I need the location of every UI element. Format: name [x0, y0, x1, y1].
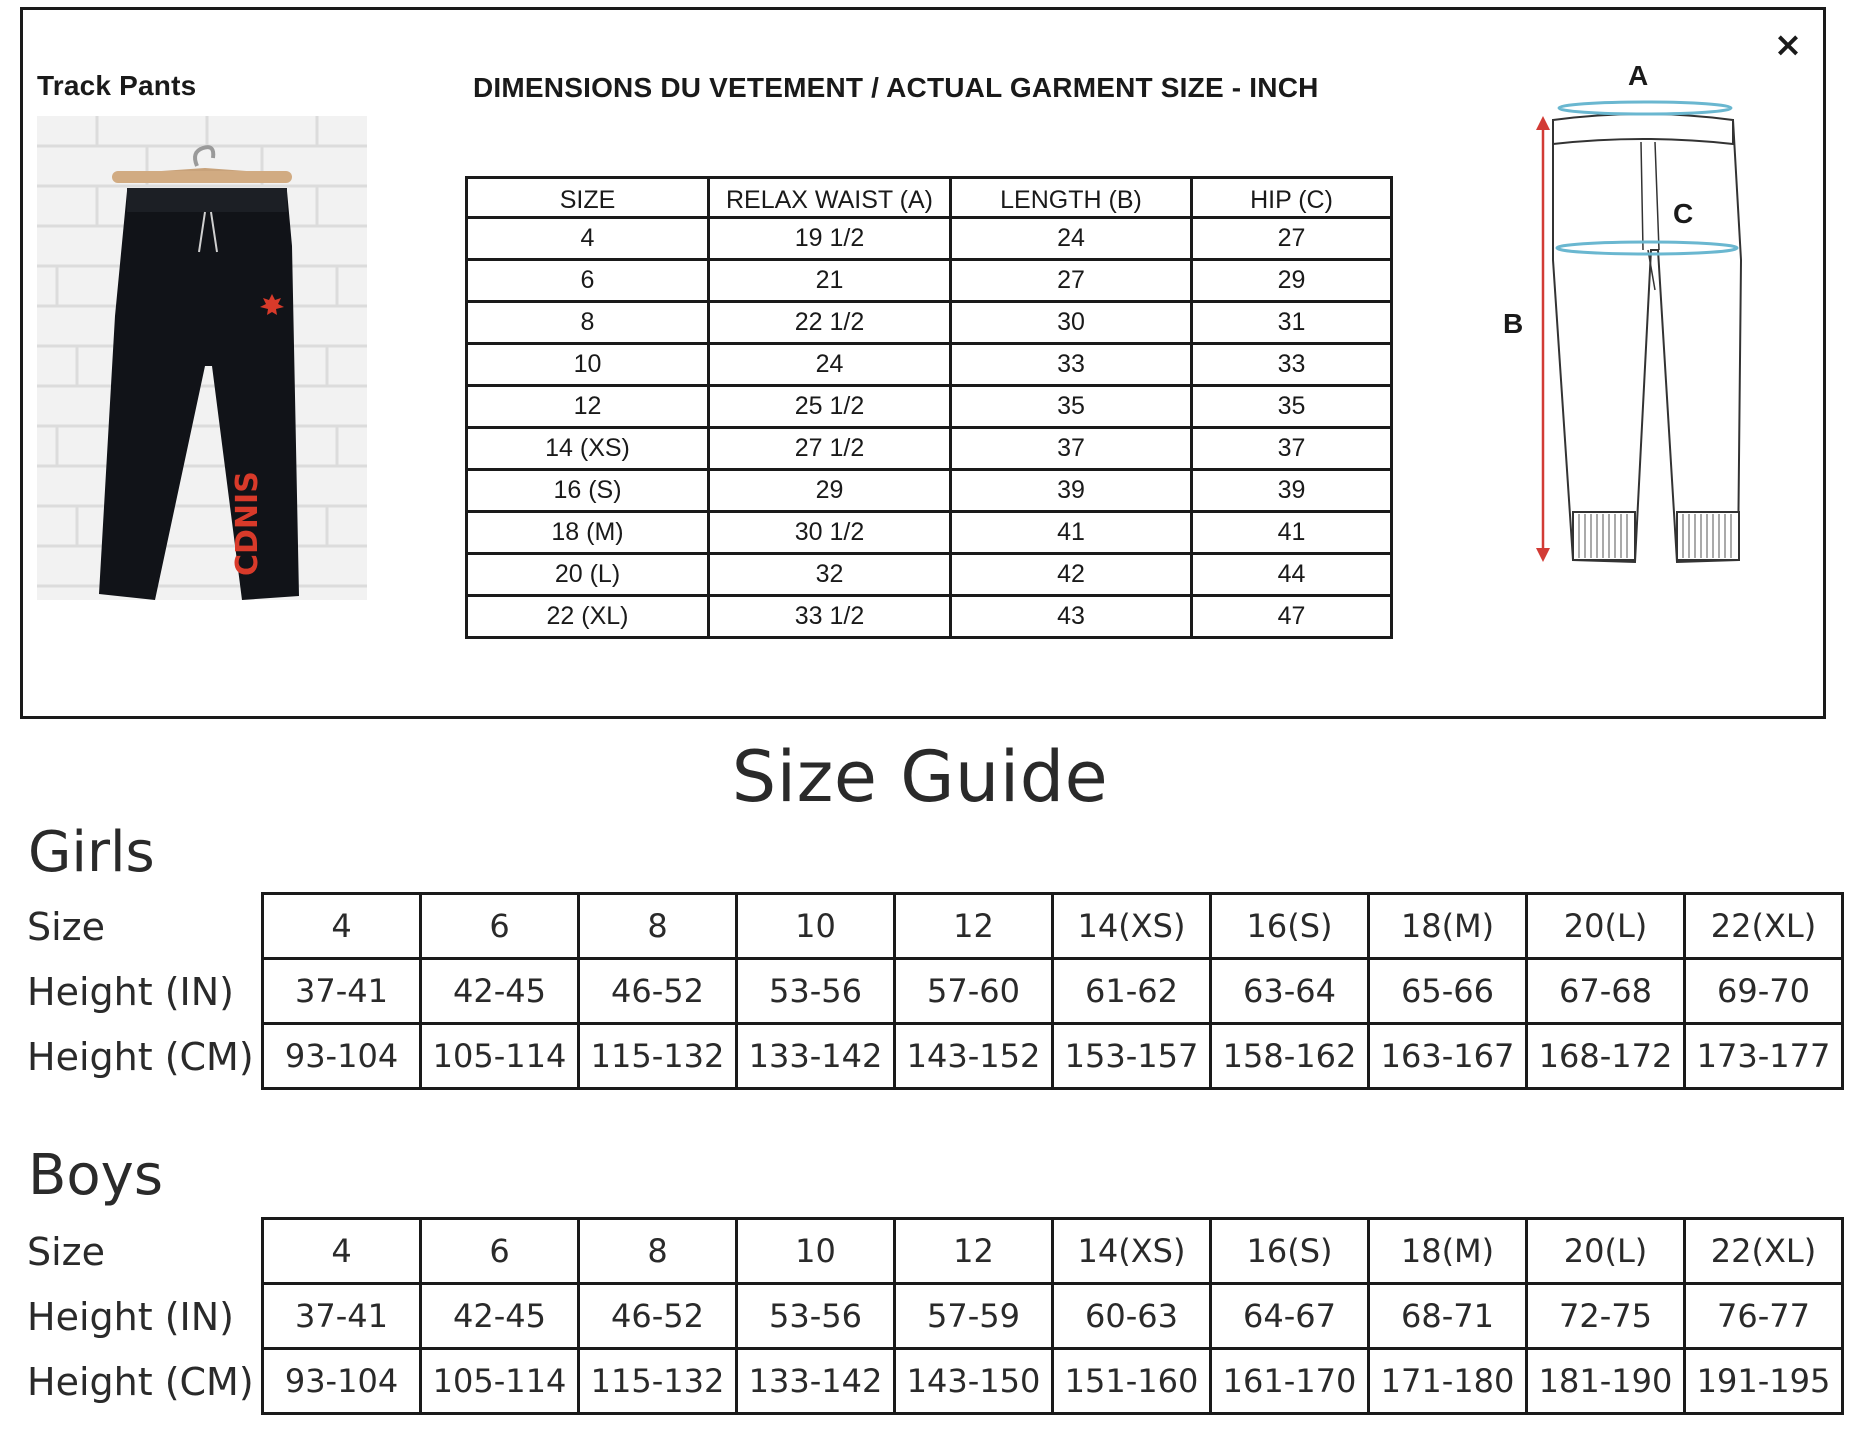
table-cell: 161-170 — [1211, 1349, 1369, 1414]
cell-size: 16 (S) — [467, 470, 709, 512]
table-cell: 133-142 — [737, 1024, 895, 1089]
table-header-row — [467, 178, 1392, 218]
table-cell: 93-104 — [263, 1349, 421, 1414]
girls-size-row — [263, 894, 1843, 959]
cell-length: 39 — [951, 470, 1192, 512]
table-cell: 4 — [263, 894, 421, 959]
boys-row-label-height-cm: Height (CM) — [27, 1360, 254, 1404]
pants-outline-diagram — [1483, 50, 1763, 640]
table-cell: 12 — [895, 894, 1053, 959]
cell-waist: 33 1/2 — [709, 596, 951, 638]
girls-row-label-height-cm: Height (CM) — [27, 1035, 254, 1079]
cell-length: 24 — [951, 218, 1192, 260]
boys-row-label-height-in: Height (IN) — [27, 1295, 234, 1339]
cell-waist: 27 1/2 — [709, 428, 951, 470]
table-cell: 10 — [737, 894, 895, 959]
track-pants-photo — [37, 116, 367, 600]
cell-length: 41 — [951, 512, 1192, 554]
cell-waist: 29 — [709, 470, 951, 512]
close-icon: × — [1773, 25, 1803, 65]
garment-size-heading: DIMENSIONS DU VETEMENT / ACTUAL GARMENT SIZE - INCH — [473, 72, 1319, 103]
cell-size: 22 (XL) — [467, 596, 709, 638]
cell-hip: 33 — [1192, 344, 1392, 386]
table-cell: 8 — [579, 894, 737, 959]
svg-text:CDNIS: CDNIS — [230, 471, 265, 576]
table-cell: 37-41 — [263, 1284, 421, 1349]
product-photo — [37, 116, 367, 600]
label-waist-a: A — [1628, 60, 1649, 91]
cell-waist: 19 1/2 — [709, 218, 951, 260]
cell-length: 30 — [951, 302, 1192, 344]
table-cell: 93-104 — [263, 1024, 421, 1089]
cell-length: 37 — [951, 428, 1192, 470]
table-cell: 12 — [895, 1219, 1053, 1284]
table-cell: 64-67 — [1211, 1284, 1369, 1349]
table-cell: 67-68 — [1527, 959, 1685, 1024]
cell-length: 35 — [951, 386, 1192, 428]
cell-hip: 44 — [1192, 554, 1392, 596]
table-row — [467, 512, 1392, 554]
table-cell: 46-52 — [579, 959, 737, 1024]
table-cell: 171-180 — [1369, 1349, 1527, 1414]
table-cell: 57-59 — [895, 1284, 1053, 1349]
table-cell: 6 — [421, 894, 579, 959]
column-header-size: SIZE — [467, 178, 709, 218]
table-cell: 6 — [421, 1219, 579, 1284]
boys-size-row — [263, 1219, 1843, 1284]
table-cell: 105-114 — [421, 1024, 579, 1089]
cell-length: 27 — [951, 260, 1192, 302]
table-cell: 57-60 — [895, 959, 1053, 1024]
table-cell: 53-56 — [737, 1284, 895, 1349]
table-cell: 4 — [263, 1219, 421, 1284]
cell-hip: 29 — [1192, 260, 1392, 302]
table-cell: 153-157 — [1053, 1024, 1211, 1089]
table-cell: 37-41 — [263, 959, 421, 1024]
table-cell: 173-177 — [1685, 1024, 1843, 1089]
girls-row-label-size: Size — [27, 905, 106, 949]
size-chart-panel — [20, 7, 1826, 719]
cell-hip: 47 — [1192, 596, 1392, 638]
girls-row-label-height-in: Height (IN) — [27, 970, 234, 1014]
cell-hip: 35 — [1192, 386, 1392, 428]
cell-size: 6 — [467, 260, 709, 302]
table-row — [467, 302, 1392, 344]
cell-waist: 30 1/2 — [709, 512, 951, 554]
table-cell: 115-132 — [579, 1024, 737, 1089]
table-cell: 133-142 — [737, 1349, 895, 1414]
cell-waist: 25 1/2 — [709, 386, 951, 428]
column-header-waist: RELAX WAIST (A) — [709, 178, 951, 218]
close-button[interactable] — [1771, 25, 1805, 65]
table-cell: 18(M) — [1369, 894, 1527, 959]
table-cell: 151-160 — [1053, 1349, 1211, 1414]
measurement-diagram — [1483, 50, 1763, 640]
table-cell: 72-75 — [1527, 1284, 1685, 1349]
boys-size-table — [261, 1217, 1844, 1415]
girls-size-table — [261, 892, 1844, 1090]
table-row — [467, 428, 1392, 470]
table-cell: 143-152 — [895, 1024, 1053, 1089]
table-cell: 10 — [737, 1219, 895, 1284]
cell-size: 8 — [467, 302, 709, 344]
size-guide-title: Size Guide — [731, 736, 1109, 818]
table-cell: 191-195 — [1685, 1349, 1843, 1414]
label-length-b: B — [1503, 308, 1524, 339]
table-cell: 18(M) — [1369, 1219, 1527, 1284]
cell-size: 10 — [467, 344, 709, 386]
cell-length: 43 — [951, 596, 1192, 638]
table-row — [467, 470, 1392, 512]
column-header-hip: HIP (C) — [1192, 178, 1392, 218]
cell-hip: 31 — [1192, 302, 1392, 344]
table-cell: 60-63 — [1053, 1284, 1211, 1349]
table-cell: 16(S) — [1211, 1219, 1369, 1284]
table-cell: 14(XS) — [1053, 894, 1211, 959]
cell-waist: 22 1/2 — [709, 302, 951, 344]
table-cell: 76-77 — [1685, 1284, 1843, 1349]
boys-section-title: Boys — [28, 1143, 163, 1208]
cell-waist: 21 — [709, 260, 951, 302]
cell-size: 14 (XS) — [467, 428, 709, 470]
table-row — [467, 344, 1392, 386]
table-cell: 143-150 — [895, 1349, 1053, 1414]
table-cell: 42-45 — [421, 959, 579, 1024]
table-cell: 20(L) — [1527, 1219, 1685, 1284]
table-cell: 158-162 — [1211, 1024, 1369, 1089]
table-cell: 16(S) — [1211, 894, 1369, 959]
cell-length: 42 — [951, 554, 1192, 596]
girls-section-title: Girls — [28, 820, 155, 885]
cell-waist: 32 — [709, 554, 951, 596]
cell-size: 12 — [467, 386, 709, 428]
table-row — [467, 386, 1392, 428]
table-cell: 8 — [579, 1219, 737, 1284]
table-cell: 46-52 — [579, 1284, 737, 1349]
table-cell: 63-64 — [1211, 959, 1369, 1024]
table-cell: 181-190 — [1527, 1349, 1685, 1414]
label-hip-c: C — [1673, 198, 1694, 229]
table-cell: 22(XL) — [1685, 894, 1843, 959]
table-cell: 14(XS) — [1053, 1219, 1211, 1284]
table-cell: 115-132 — [579, 1349, 737, 1414]
table-cell: 163-167 — [1369, 1024, 1527, 1089]
boys-height-in-row — [263, 1284, 1843, 1349]
boys-height-cm-row — [263, 1349, 1843, 1414]
table-cell: 53-56 — [737, 959, 895, 1024]
table-row — [467, 596, 1392, 638]
girls-height-cm-row — [263, 1024, 1843, 1089]
cell-size: 18 (M) — [467, 512, 709, 554]
column-header-length: LENGTH (B) — [951, 178, 1192, 218]
table-cell: 20(L) — [1527, 894, 1685, 959]
cell-hip: 37 — [1192, 428, 1392, 470]
cell-hip: 27 — [1192, 218, 1392, 260]
garment-dimensions-table — [465, 176, 1393, 639]
table-cell: 42-45 — [421, 1284, 579, 1349]
girls-height-in-row — [263, 959, 1843, 1024]
table-cell: 61-62 — [1053, 959, 1211, 1024]
table-row — [467, 260, 1392, 302]
table-cell: 68-71 — [1369, 1284, 1527, 1349]
table-row — [467, 554, 1392, 596]
cell-size: 4 — [467, 218, 709, 260]
cell-size: 20 (L) — [467, 554, 709, 596]
cell-length: 33 — [951, 344, 1192, 386]
table-cell: 168-172 — [1527, 1024, 1685, 1089]
cell-hip: 41 — [1192, 512, 1392, 554]
boys-row-label-size: Size — [27, 1230, 106, 1274]
table-row — [467, 218, 1392, 260]
cell-hip: 39 — [1192, 470, 1392, 512]
table-cell: 22(XL) — [1685, 1219, 1843, 1284]
table-cell: 65-66 — [1369, 959, 1527, 1024]
table-cell: 69-70 — [1685, 959, 1843, 1024]
cell-waist: 24 — [709, 344, 951, 386]
product-title: Track Pants — [37, 70, 197, 101]
table-cell: 105-114 — [421, 1349, 579, 1414]
